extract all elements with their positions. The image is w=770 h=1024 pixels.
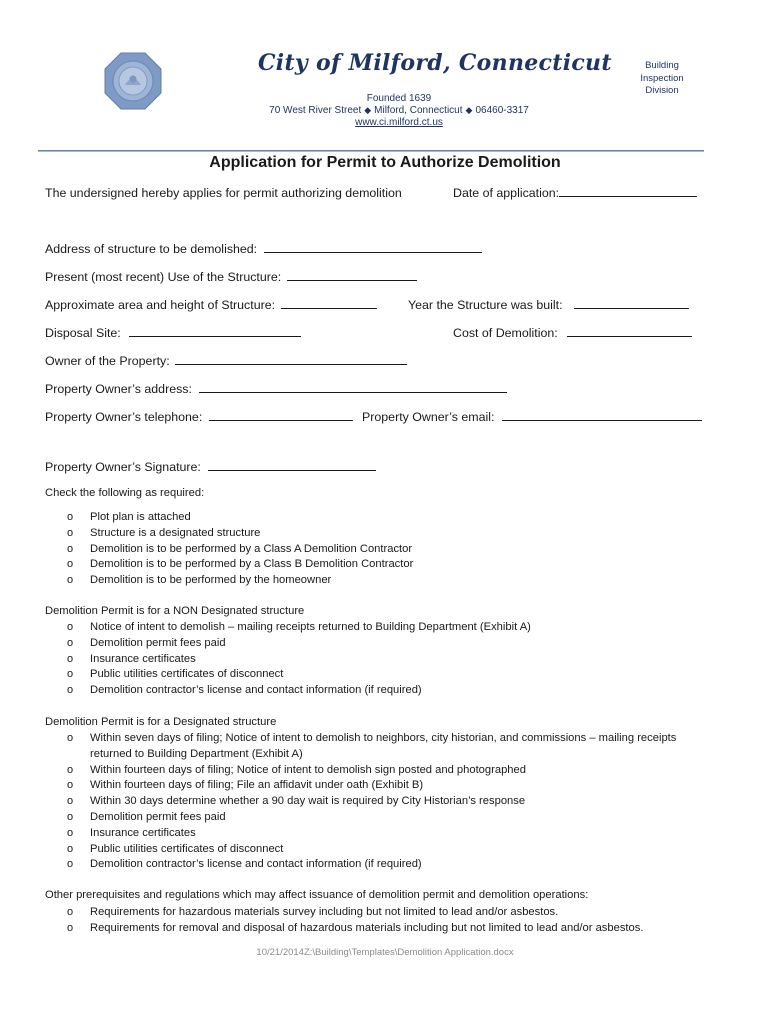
checkbox-circle-icon[interactable]: o (67, 636, 74, 649)
address-label: Address of structure to be demolished: (45, 242, 258, 256)
list-item[interactable]: o Notice of intent to demolish – mailing receipts returned to Building Department (Exhibit A) (45, 620, 725, 636)
website-link[interactable]: www.ci.milford.ct.us (355, 117, 443, 128)
list-item: o Requirements for hazardous materials survey including but not limited to lead and/or asbestos. (45, 905, 735, 921)
bullet-circle-icon: o (67, 906, 74, 918)
area-field (45, 298, 377, 312)
list-item[interactable]: o Demolition permit fees paid (45, 810, 715, 826)
list-item[interactable]: o Within fourteen days of filing; Notice of intent to demolish sign posted and photographed (45, 763, 715, 779)
signature-field (45, 460, 376, 474)
checkbox-circle-icon[interactable]: o (67, 810, 74, 823)
city-title: City of Milford, Connecticut (258, 50, 612, 76)
cost-input[interactable] (567, 326, 692, 337)
bullet-circle-icon: o (67, 921, 74, 934)
list-item[interactable]: o Demolition contractor’s license and contact information (if required) (45, 683, 725, 699)
use-field (45, 270, 417, 284)
checkbox-circle-icon[interactable]: o (67, 779, 74, 792)
owner-address-input[interactable] (199, 382, 507, 393)
list-item[interactable]: o Structure is a designated structure (45, 526, 725, 542)
checkbox-circle-icon[interactable]: o (67, 858, 74, 871)
division-line: Division (645, 85, 679, 96)
list-item[interactable]: o Plot plan is attached (45, 510, 725, 526)
header-divider (38, 150, 704, 152)
list-item[interactable]: o Demolition is to be performed by the homeowner (45, 573, 725, 589)
disposal-input[interactable] (129, 326, 301, 337)
owner-label: Owner of the Property: (45, 354, 170, 368)
checklist-intro: Check the following as required: (45, 487, 205, 499)
zip-code: 06460-3317 (475, 105, 529, 116)
checkbox-circle-icon[interactable]: o (67, 842, 74, 855)
list-item[interactable]: o Within 30 days determine whether a 90 day wait is required by City Historian’s response (45, 794, 715, 810)
list-item[interactable]: o Within fourteen days of filing; File an affidavit under oath (Exhibit B) (45, 778, 715, 794)
street-address: 70 West River Street (269, 105, 362, 116)
other-heading: Other prerequisites and regulations which may affect issuance of demolition permit and demolition operations: (45, 889, 589, 901)
document-footer: 10/21/2014Z:\Building\Templates\Demolition Application.docx (256, 947, 514, 958)
list-item[interactable]: o Public utilities certificates of disconnect (45, 667, 725, 683)
checklist (45, 510, 725, 589)
list-item[interactable]: o Demolition permit fees paid (45, 636, 725, 652)
owner-address-label: Property Owner’s address: (45, 382, 192, 396)
town: Milford, Connecticut (374, 105, 463, 116)
owner-phone-input[interactable] (209, 410, 353, 421)
date-field (453, 186, 697, 200)
cost-field (453, 326, 692, 340)
checkbox-circle-icon[interactable]: o (67, 732, 74, 744)
use-label: Present (most recent) Use of the Structure: (45, 270, 282, 284)
address-input[interactable] (264, 242, 482, 253)
checkbox-circle-icon[interactable]: o (67, 621, 74, 633)
non-designated-list (45, 620, 725, 699)
date-input[interactable] (559, 186, 697, 197)
designated-heading: Demolition Permit is for a Designated structure (45, 716, 277, 728)
checkbox-circle-icon[interactable]: o (67, 526, 74, 539)
checkbox-circle-icon[interactable]: o (67, 558, 74, 571)
list-item[interactable]: o Demolition is to be performed by a Class A Demolition Contractor (45, 542, 725, 558)
disposal-field (45, 326, 301, 340)
disposal-label: Disposal Site: (45, 326, 121, 340)
signature-label: Property Owner’s Signature: (45, 460, 201, 474)
owner-input[interactable] (175, 354, 407, 365)
year-label: Year the Structure was built: (408, 298, 563, 312)
checkbox-circle-icon[interactable]: o (67, 668, 74, 681)
address-line (0, 105, 770, 116)
designated-list (45, 731, 715, 873)
owner-field (45, 354, 407, 368)
signature-input[interactable] (208, 460, 376, 471)
list-item[interactable]: o Within seven days of filing; Notice of intent to demolish to neighbors, city historian, and commissions – mailing receipts returned to Building Department (Exhibit A) (67, 732, 677, 760)
owner-email-label: Property Owner’s email: (362, 410, 495, 424)
other-list (45, 905, 735, 937)
checkbox-circle-icon[interactable]: o (67, 652, 74, 665)
checkbox-circle-icon[interactable]: o (67, 684, 74, 697)
owner-phone-label: Property Owner’s telephone: (45, 410, 203, 424)
diamond-icon: ◆ (465, 105, 473, 115)
form-title: Application for Permit to Authorize Demolition (209, 154, 561, 171)
list-item: o Requirements for removal and disposal of hazardous materials including but not limited to lead and/or asbestos. (45, 921, 735, 937)
division-line: Building (645, 60, 679, 71)
founded-year: Founded 1639 (366, 93, 432, 104)
checkbox-circle-icon[interactable]: o (67, 542, 74, 555)
applies-statement: The undersigned hereby applies for permit authorizing demolition (45, 186, 402, 200)
owner-address-field (45, 382, 507, 396)
checkbox-circle-icon[interactable]: o (67, 763, 74, 776)
year-input[interactable] (574, 298, 689, 309)
non-designated-heading: Demolition Permit is for a NON Designated structure (45, 605, 305, 617)
checkbox-circle-icon[interactable]: o (67, 826, 74, 839)
division-line: Inspection (640, 72, 684, 84)
area-label: Approximate area and height of Structure: (45, 298, 276, 312)
checkbox-circle-icon[interactable]: o (67, 574, 74, 587)
owner-email-field (362, 410, 702, 424)
checkbox-circle-icon[interactable]: o (67, 511, 74, 523)
area-input[interactable] (281, 298, 377, 309)
owner-email-input[interactable] (502, 410, 702, 421)
address-field (45, 242, 482, 256)
list-item[interactable]: o Public utilities certificates of disconnect (45, 842, 715, 858)
list-item[interactable]: o Demolition contractor’s license and contact information (if required) (45, 857, 715, 873)
diamond-icon: ◆ (364, 105, 372, 115)
date-label: Date of application: (453, 186, 560, 200)
year-field (408, 298, 689, 312)
use-input[interactable] (287, 270, 417, 281)
owner-phone-field (45, 410, 353, 424)
list-item[interactable]: o Insurance certificates (45, 826, 715, 842)
cost-label: Cost of Demolition: (453, 326, 558, 340)
list-item[interactable]: o Demolition is to be performed by a Class B Demolition Contractor (45, 557, 725, 573)
checkbox-circle-icon[interactable]: o (67, 795, 74, 808)
division-label (630, 60, 694, 98)
list-item[interactable]: o Insurance certificates (45, 652, 725, 668)
